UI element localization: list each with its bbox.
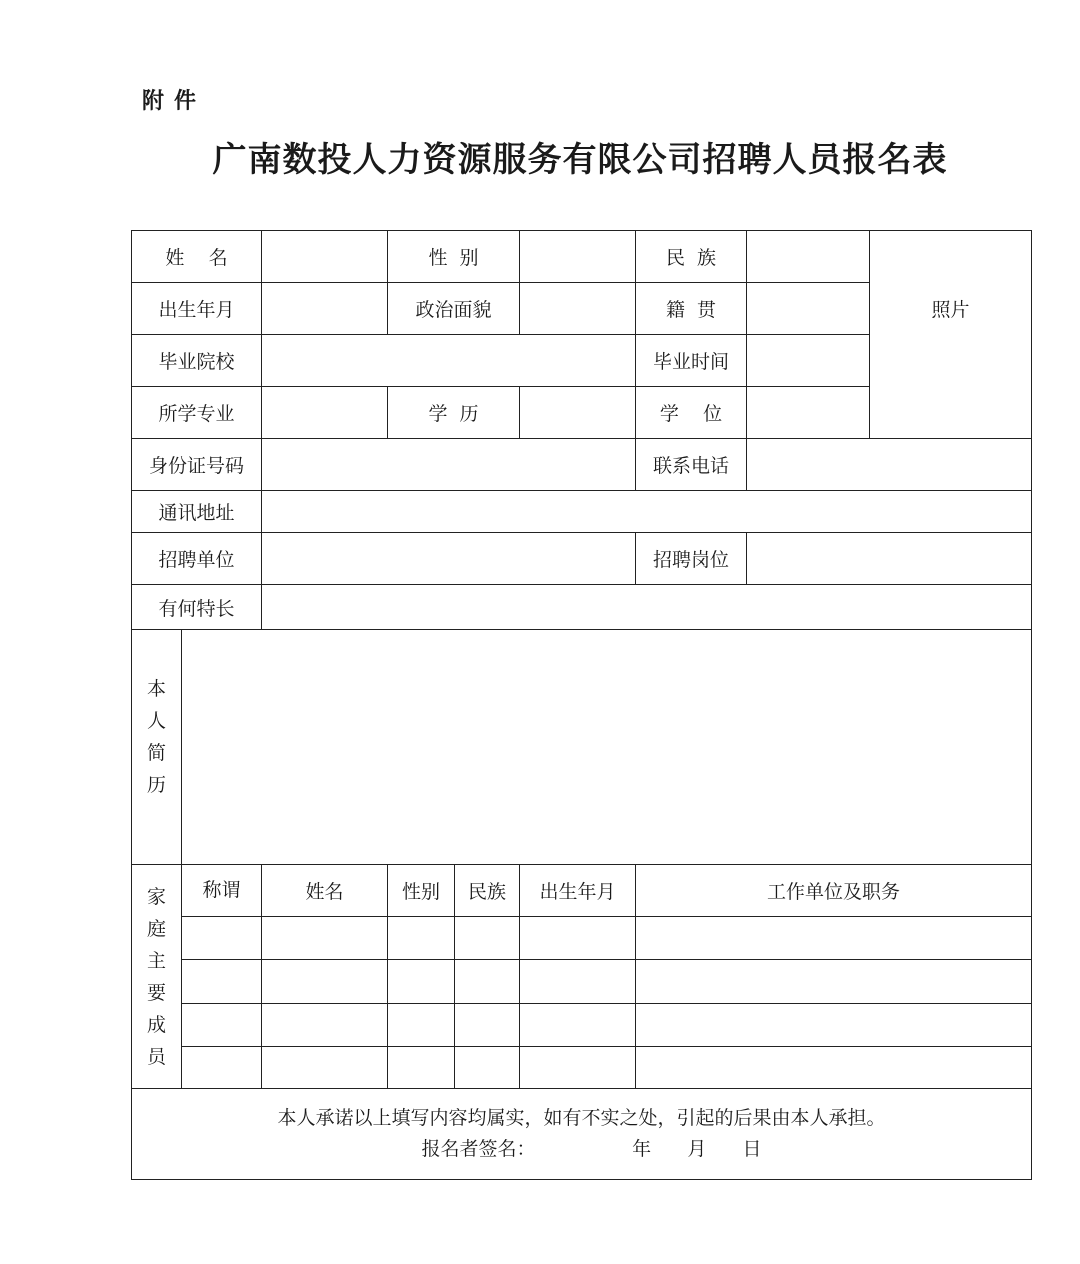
family-birth-cell[interactable] [520, 960, 636, 1004]
native-field[interactable] [747, 283, 870, 335]
birth-field[interactable] [262, 283, 388, 335]
page-title: 广南数投人力资源服务有限公司招聘人员报名表 [212, 140, 948, 180]
id-number-field[interactable] [262, 439, 636, 491]
ethnicity-label: 民 族 [636, 231, 747, 283]
family-name-cell[interactable] [262, 960, 388, 1004]
family-relation-cell[interactable] [182, 917, 262, 960]
family-work-cell[interactable] [636, 1047, 1032, 1089]
family-birth-cell[interactable] [520, 1047, 636, 1089]
family-members-label: 家庭主要成员 [132, 865, 182, 1089]
native-label: 籍 贯 [636, 283, 747, 335]
family-relation-cell[interactable] [182, 1004, 262, 1047]
family-header-gender: 性别 [388, 865, 455, 917]
family-name-cell[interactable] [262, 1004, 388, 1047]
grad-time-label: 毕业时间 [636, 335, 747, 387]
family-birth-cell[interactable] [520, 917, 636, 960]
pledge-section [132, 1089, 1032, 1180]
family-work-cell[interactable] [636, 960, 1032, 1004]
education-label: 学 历 [388, 387, 520, 439]
phone-label: 联系电话 [636, 439, 747, 491]
specialty-field[interactable] [262, 585, 1032, 630]
family-relation-cell[interactable] [182, 1047, 262, 1089]
pledge-text: 本人承诺以上填写内容均属实，如有不实之处，引起的后果由本人承担。 [277, 1107, 886, 1129]
family-gender-cell[interactable] [388, 960, 455, 1004]
major-field[interactable] [262, 387, 388, 439]
address-label: 通讯地址 [132, 491, 262, 533]
family-ethnicity-cell[interactable] [455, 917, 520, 960]
major-label: 所学专业 [132, 387, 262, 439]
attachment-label: 附件 [142, 89, 207, 114]
family-row [132, 1047, 1032, 1089]
photo-box[interactable] [870, 231, 1032, 439]
hiring-unit-field[interactable] [262, 533, 636, 585]
family-header-birth: 出生年月 [520, 865, 636, 917]
school-field[interactable] [262, 335, 636, 387]
resume-field[interactable] [182, 630, 1032, 865]
grad-time-field[interactable] [747, 335, 870, 387]
phone-field[interactable] [747, 439, 1032, 491]
family-gender-cell[interactable] [388, 1047, 455, 1089]
political-label: 政治面貌 [388, 283, 520, 335]
gender-field[interactable] [520, 231, 636, 283]
family-ethnicity-cell[interactable] [455, 960, 520, 1004]
specialty-label: 有何特长 [132, 585, 262, 630]
family-ethnicity-cell[interactable] [455, 1004, 520, 1047]
ethnicity-field[interactable] [747, 231, 870, 283]
family-header-ethnicity: 民族 [455, 865, 520, 917]
address-field[interactable] [262, 491, 1032, 533]
family-row [132, 917, 1032, 960]
hiring-post-field[interactable] [747, 533, 1032, 585]
education-field[interactable] [520, 387, 636, 439]
family-row [132, 1004, 1032, 1047]
family-ethnicity-cell[interactable] [455, 1047, 520, 1089]
political-field[interactable] [520, 283, 636, 335]
family-gender-cell[interactable] [388, 917, 455, 960]
hiring-unit-label: 招聘单位 [132, 533, 262, 585]
resume-label: 本人简历 [132, 630, 182, 865]
photo-label: 照片 [931, 299, 970, 321]
signature-line[interactable]: 报名者签名： 年 月 日 [421, 1138, 762, 1160]
school-label: 毕业院校 [132, 335, 262, 387]
family-birth-cell[interactable] [520, 1004, 636, 1047]
family-gender-cell[interactable] [388, 1004, 455, 1047]
family-work-cell[interactable] [636, 917, 1032, 960]
registration-form-table [131, 230, 1032, 1180]
hiring-post-label: 招聘岗位 [636, 533, 747, 585]
name-label: 姓 名 [132, 231, 262, 283]
family-work-cell[interactable] [636, 1004, 1032, 1047]
family-header-relation: 称谓 [182, 865, 262, 917]
gender-label: 性 别 [388, 231, 520, 283]
degree-field[interactable] [747, 387, 870, 439]
family-header-work: 工作单位及职务 [636, 865, 1032, 917]
name-field[interactable] [262, 231, 388, 283]
family-name-cell[interactable] [262, 917, 388, 960]
family-row [132, 960, 1032, 1004]
family-header-name: 姓名 [262, 865, 388, 917]
id-number-label: 身份证号码 [132, 439, 262, 491]
family-relation-cell[interactable] [182, 960, 262, 1004]
degree-label: 学 位 [636, 387, 747, 439]
family-name-cell[interactable] [262, 1047, 388, 1089]
birth-label: 出生年月 [132, 283, 262, 335]
